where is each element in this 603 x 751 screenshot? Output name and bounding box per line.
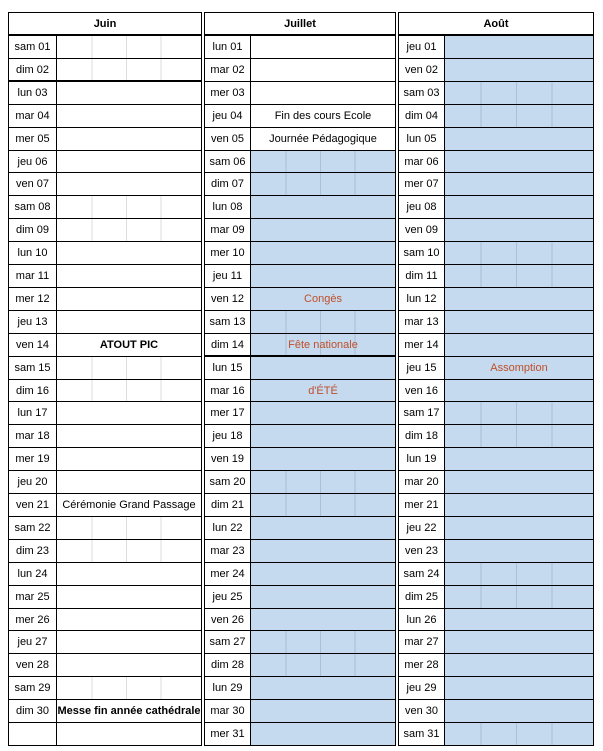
event-text: Messe fin année cathédrale [57, 705, 201, 718]
day-row [204, 699, 396, 722]
day-row [204, 35, 396, 58]
day-label: jeu 25 [204, 585, 250, 608]
event-cell [444, 172, 594, 195]
event-cell [444, 104, 594, 127]
event-cell [250, 104, 396, 127]
event-cell [56, 127, 202, 150]
day-row [8, 218, 202, 241]
day-row [204, 585, 396, 608]
event-cell [444, 722, 594, 745]
day-label: mer 17 [204, 401, 250, 424]
table-bottom-border [204, 745, 396, 746]
day-label: mer 21 [398, 493, 444, 516]
day-row [398, 516, 594, 539]
event-cell [56, 470, 202, 493]
day-label: dim 02 [8, 58, 56, 81]
day-row [398, 81, 594, 104]
day-label: mer 05 [8, 127, 56, 150]
day-row [204, 150, 396, 173]
day-row [204, 676, 396, 699]
day-row [204, 81, 396, 104]
day-row [204, 608, 396, 631]
event-cell [250, 310, 396, 333]
day-label: dim 30 [8, 699, 56, 722]
day-row [204, 653, 396, 676]
day-label: sam 15 [8, 356, 56, 379]
day-label: ven 21 [8, 493, 56, 516]
event-cell [250, 653, 396, 676]
event-cell [56, 379, 202, 402]
event-cell [56, 264, 202, 287]
event-cell [56, 539, 202, 562]
event-cell [444, 35, 594, 58]
day-row [8, 127, 202, 150]
day-label: mer 07 [398, 172, 444, 195]
event-cell [250, 264, 396, 287]
day-row [398, 676, 594, 699]
day-label: dim 07 [204, 172, 250, 195]
event-cell [444, 356, 594, 379]
day-row [398, 287, 594, 310]
day-label: jeu 15 [398, 356, 444, 379]
table-bottom-border [398, 745, 594, 746]
event-cell [56, 218, 202, 241]
event-cell [250, 218, 396, 241]
event-cell [250, 287, 396, 310]
day-label: dim 28 [204, 653, 250, 676]
day-label: mer 12 [8, 287, 56, 310]
day-row [8, 241, 202, 264]
day-label: sam 08 [8, 195, 56, 218]
event-cell [56, 699, 202, 722]
event-cell [56, 81, 202, 104]
event-text: Congès [304, 292, 342, 305]
day-row [398, 424, 594, 447]
day-label: dim 09 [8, 218, 56, 241]
day-row [398, 218, 594, 241]
day-row [8, 379, 202, 402]
event-cell [56, 401, 202, 424]
day-label: mer 28 [398, 653, 444, 676]
day-row [204, 516, 396, 539]
event-cell [250, 172, 396, 195]
event-cell [250, 195, 396, 218]
event-text: Fête nationale [288, 338, 358, 351]
event-cell [250, 630, 396, 653]
event-cell [250, 401, 396, 424]
day-label: lun 26 [398, 608, 444, 631]
day-label: dim 04 [398, 104, 444, 127]
day-label: lun 22 [204, 516, 250, 539]
day-row [204, 493, 396, 516]
day-row [204, 287, 396, 310]
event-cell [444, 379, 594, 402]
event-cell [56, 653, 202, 676]
event-cell [444, 539, 594, 562]
day-label: ven 09 [398, 218, 444, 241]
day-label: dim 16 [8, 379, 56, 402]
day-label: mer 14 [398, 333, 444, 356]
day-label: jeu 04 [204, 104, 250, 127]
day-label: sam 17 [398, 401, 444, 424]
event-cell [250, 608, 396, 631]
day-label: mar 25 [8, 585, 56, 608]
day-label: mer 26 [8, 608, 56, 631]
day-label: jeu 18 [204, 424, 250, 447]
event-cell [56, 172, 202, 195]
event-text: Assomption [490, 361, 548, 374]
event-cell [444, 310, 594, 333]
day-label: sam 06 [204, 150, 250, 173]
day-row [8, 104, 202, 127]
event-cell [444, 218, 594, 241]
event-cell [444, 562, 594, 585]
day-label: mer 31 [204, 722, 250, 745]
event-cell [56, 356, 202, 379]
event-cell [250, 722, 396, 745]
day-row [8, 150, 202, 173]
day-row [398, 264, 594, 287]
day-label: dim 25 [398, 585, 444, 608]
day-label: sam 03 [398, 81, 444, 104]
event-cell [250, 127, 396, 150]
day-row [8, 539, 202, 562]
day-row [204, 58, 396, 81]
day-row [398, 104, 594, 127]
event-cell [56, 722, 202, 745]
day-row [398, 539, 594, 562]
event-cell [56, 241, 202, 264]
day-label: mar 04 [8, 104, 56, 127]
event-cell [250, 470, 396, 493]
day-label: jeu 27 [8, 630, 56, 653]
day-row [398, 241, 594, 264]
day-label: dim 23 [8, 539, 56, 562]
event-cell [444, 81, 594, 104]
day-row [8, 493, 202, 516]
day-label: mer 03 [204, 81, 250, 104]
event-text: Cérémonie Grand Passage [62, 499, 196, 511]
day-label: mar 27 [398, 630, 444, 653]
day-label: jeu 11 [204, 264, 250, 287]
event-text: Journée Pédagogique [269, 132, 377, 145]
day-row [204, 264, 396, 287]
day-row [8, 401, 202, 424]
event-cell [56, 150, 202, 173]
day-label: ven 16 [398, 379, 444, 402]
day-row [398, 470, 594, 493]
event-cell [250, 379, 396, 402]
month-column-1 [204, 12, 396, 742]
day-row [204, 539, 396, 562]
event-cell [444, 150, 594, 173]
day-row [8, 424, 202, 447]
event-cell [250, 150, 396, 173]
event-cell [56, 493, 202, 516]
event-text: d'ÉTÉ [308, 384, 338, 397]
day-row [204, 218, 396, 241]
day-row [398, 585, 594, 608]
event-cell [56, 562, 202, 585]
event-cell [56, 195, 202, 218]
event-text: ATOUT PIC [99, 338, 159, 351]
day-row [398, 447, 594, 470]
day-row [8, 562, 202, 585]
event-cell [250, 699, 396, 722]
event-cell [56, 35, 202, 58]
event-cell [250, 516, 396, 539]
day-label: lun 01 [204, 35, 250, 58]
day-label: lun 24 [8, 562, 56, 585]
day-label [8, 722, 56, 745]
day-label: sam 01 [8, 35, 56, 58]
event-cell [250, 447, 396, 470]
day-label: mar 02 [204, 58, 250, 81]
day-label: sam 22 [8, 516, 56, 539]
day-row [204, 356, 396, 379]
event-cell [444, 241, 594, 264]
event-cell [250, 585, 396, 608]
event-cell [250, 493, 396, 516]
event-cell [444, 470, 594, 493]
day-label: ven 19 [204, 447, 250, 470]
day-row [398, 493, 594, 516]
day-row [398, 401, 594, 424]
day-label: lun 12 [398, 287, 444, 310]
day-row [8, 653, 202, 676]
event-cell [56, 333, 202, 356]
day-label: lun 05 [398, 127, 444, 150]
day-label: ven 28 [8, 653, 56, 676]
day-label: mer 24 [204, 562, 250, 585]
day-label: ven 23 [398, 539, 444, 562]
event-cell [56, 676, 202, 699]
day-label: jeu 13 [8, 310, 56, 333]
day-label: jeu 22 [398, 516, 444, 539]
day-label: ven 26 [204, 608, 250, 631]
day-label: dim 11 [398, 264, 444, 287]
event-cell [444, 630, 594, 653]
day-label: dim 18 [398, 424, 444, 447]
day-row [8, 356, 202, 379]
event-cell [56, 58, 202, 81]
event-cell [250, 539, 396, 562]
event-cell [250, 35, 396, 58]
event-cell [250, 333, 396, 356]
event-cell [444, 424, 594, 447]
day-row [204, 104, 396, 127]
day-label: lun 08 [204, 195, 250, 218]
day-row [398, 562, 594, 585]
day-label: lun 15 [204, 356, 250, 379]
day-row [398, 653, 594, 676]
day-row [8, 172, 202, 195]
event-cell [250, 424, 396, 447]
day-row [8, 585, 202, 608]
day-label: mar 30 [204, 699, 250, 722]
day-label: mar 18 [8, 424, 56, 447]
event-cell [444, 287, 594, 310]
day-row [398, 172, 594, 195]
day-row [398, 379, 594, 402]
day-label: jeu 29 [398, 676, 444, 699]
day-label: dim 21 [204, 493, 250, 516]
event-cell [444, 493, 594, 516]
event-cell [444, 127, 594, 150]
day-label: ven 14 [8, 333, 56, 356]
day-row [8, 58, 202, 81]
day-label: mar 13 [398, 310, 444, 333]
event-cell [250, 58, 396, 81]
event-cell [444, 585, 594, 608]
event-cell [444, 58, 594, 81]
event-cell [250, 241, 396, 264]
day-row [204, 722, 396, 745]
day-row [398, 127, 594, 150]
day-row [8, 35, 202, 58]
month-header: Juin [8, 12, 202, 35]
event-cell [444, 195, 594, 218]
event-cell [444, 699, 594, 722]
day-label: ven 05 [204, 127, 250, 150]
day-row [8, 287, 202, 310]
day-row [204, 470, 396, 493]
event-cell [444, 676, 594, 699]
day-row [8, 470, 202, 493]
day-label: sam 29 [8, 676, 56, 699]
day-row [8, 447, 202, 470]
day-row [8, 722, 202, 745]
day-row [8, 195, 202, 218]
day-label: mer 19 [8, 447, 56, 470]
day-label: ven 30 [398, 699, 444, 722]
day-row [398, 35, 594, 58]
event-cell [56, 630, 202, 653]
day-row [204, 127, 396, 150]
event-cell [56, 310, 202, 333]
day-row [398, 333, 594, 356]
event-cell [250, 356, 396, 379]
day-row [398, 310, 594, 333]
day-row [204, 195, 396, 218]
day-label: jeu 08 [398, 195, 444, 218]
day-row [8, 630, 202, 653]
day-row [8, 310, 202, 333]
day-label: dim 14 [204, 333, 250, 356]
day-row [398, 195, 594, 218]
month-column-0 [8, 12, 202, 742]
month-column-2 [398, 12, 594, 742]
day-label: lun 17 [8, 401, 56, 424]
event-text: Fin des cours Ecole [274, 109, 372, 122]
event-cell [56, 585, 202, 608]
day-label: ven 02 [398, 58, 444, 81]
table-bottom-border [8, 745, 202, 746]
day-label: ven 12 [204, 287, 250, 310]
day-row [398, 630, 594, 653]
day-label: mer 10 [204, 241, 250, 264]
month-header: Août [398, 12, 594, 35]
event-cell [56, 104, 202, 127]
day-row [398, 699, 594, 722]
event-cell [444, 608, 594, 631]
day-row [8, 81, 202, 104]
day-row [204, 424, 396, 447]
day-row [204, 241, 396, 264]
day-label: mar 06 [398, 150, 444, 173]
day-row [204, 172, 396, 195]
day-label: sam 10 [398, 241, 444, 264]
day-row [204, 562, 396, 585]
day-label: lun 19 [398, 447, 444, 470]
event-cell [444, 401, 594, 424]
event-cell [444, 264, 594, 287]
day-label: sam 24 [398, 562, 444, 585]
day-row [8, 608, 202, 631]
day-row [204, 379, 396, 402]
day-row [8, 676, 202, 699]
event-cell [56, 447, 202, 470]
day-label: lun 10 [8, 241, 56, 264]
day-label: lun 29 [204, 676, 250, 699]
day-label: sam 31 [398, 722, 444, 745]
day-row [204, 310, 396, 333]
day-label: mar 16 [204, 379, 250, 402]
day-label: sam 13 [204, 310, 250, 333]
day-label: mar 20 [398, 470, 444, 493]
day-row [398, 58, 594, 81]
event-cell [56, 287, 202, 310]
day-row [204, 401, 396, 424]
day-label: sam 20 [204, 470, 250, 493]
day-row [398, 722, 594, 745]
event-cell [250, 676, 396, 699]
day-label: ven 07 [8, 172, 56, 195]
day-row [8, 333, 202, 356]
day-row [398, 356, 594, 379]
event-cell [444, 447, 594, 470]
day-row [8, 516, 202, 539]
day-label: jeu 20 [8, 470, 56, 493]
day-row [398, 150, 594, 173]
month-header: Juillet [204, 12, 396, 35]
day-row [204, 630, 396, 653]
event-cell [444, 516, 594, 539]
event-cell [56, 516, 202, 539]
event-cell [56, 608, 202, 631]
event-cell [444, 333, 594, 356]
day-row [8, 264, 202, 287]
day-row [8, 699, 202, 722]
day-row [398, 608, 594, 631]
day-label: lun 03 [8, 81, 56, 104]
day-label: mar 23 [204, 539, 250, 562]
event-cell [444, 653, 594, 676]
day-label: sam 27 [204, 630, 250, 653]
day-label: mar 09 [204, 218, 250, 241]
event-cell [250, 562, 396, 585]
day-label: jeu 06 [8, 150, 56, 173]
day-row [204, 447, 396, 470]
event-cell [250, 81, 396, 104]
day-label: jeu 01 [398, 35, 444, 58]
day-row [204, 333, 396, 356]
event-cell [56, 424, 202, 447]
day-label: mar 11 [8, 264, 56, 287]
